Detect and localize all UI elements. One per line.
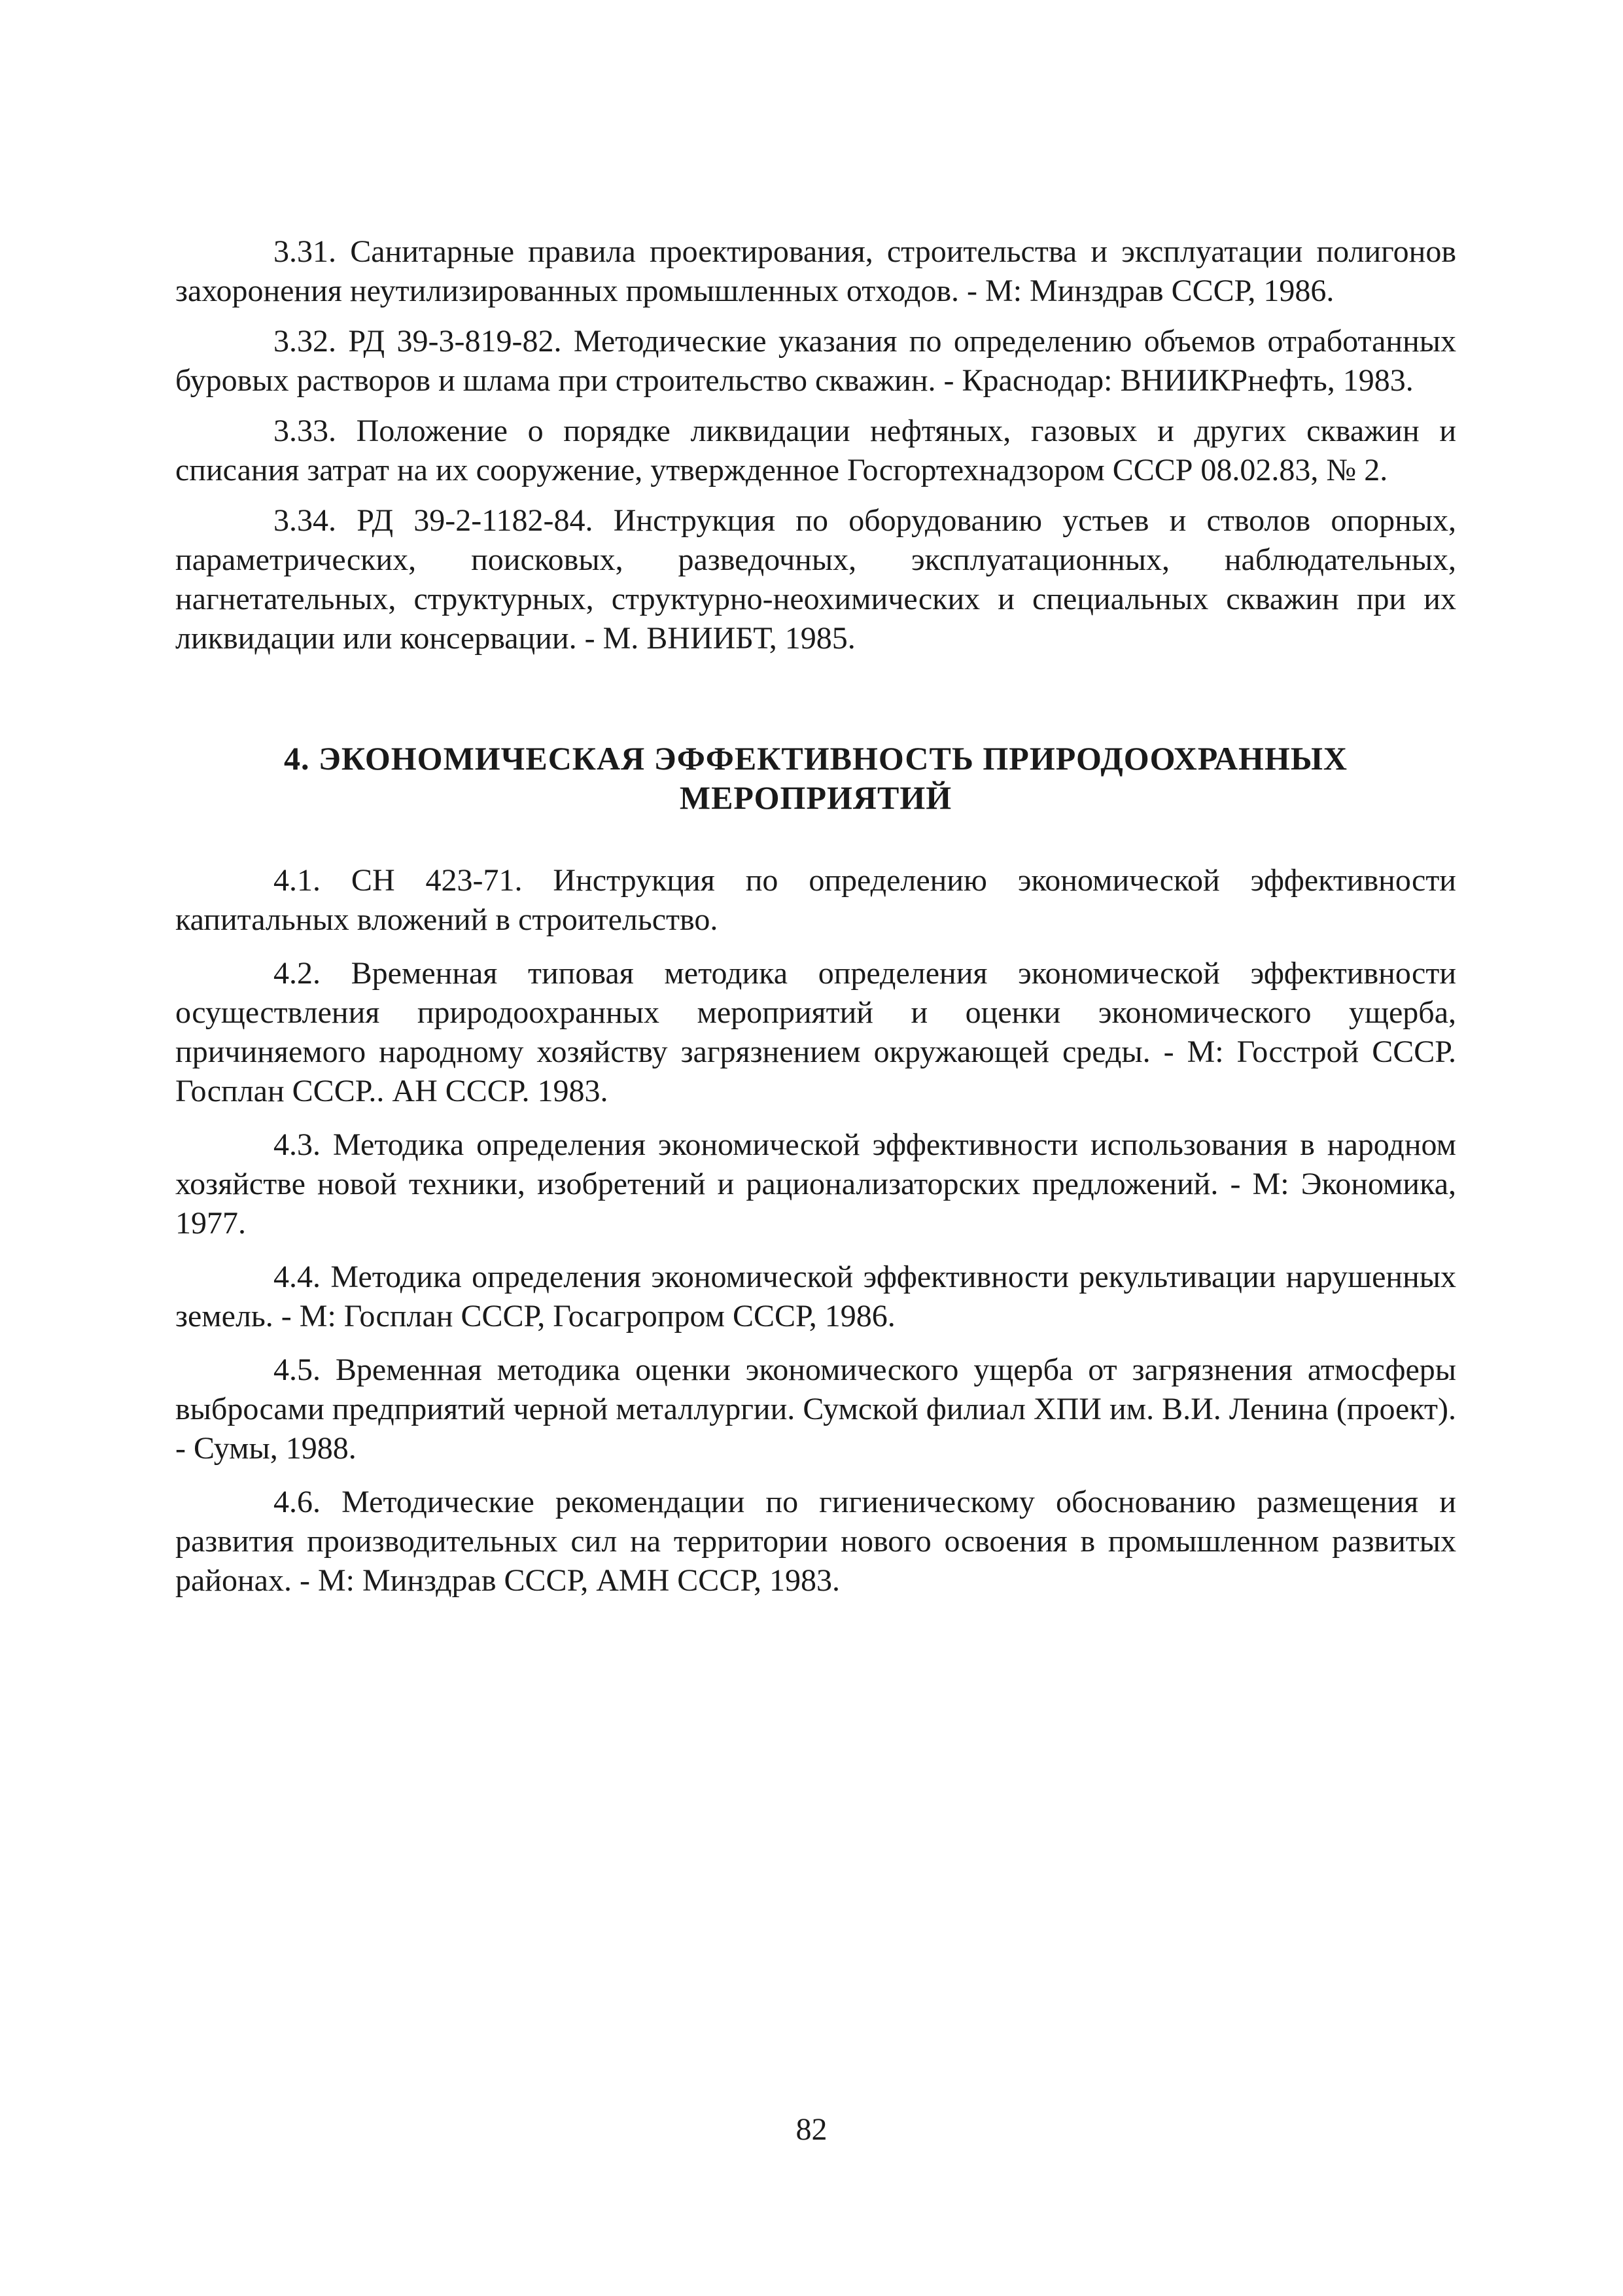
reference-4-2: 4.2. Временная типовая методика определения экономической эффективности осуществления природоохранных мероприятий и оценки экономического ущерба, причиняемого народному хозяйству загрязнением окружающей среды. - М: Госстрой СССР. Госплан СССР.. АН СССР. 1983. bbox=[175, 956, 1456, 1108]
reference-3-32: 3.32. РД 39-3-819-82. Методические указания по определению объемов отработанных буровых растворов и шлама при строительство скважин. - Краснодар: ВНИИКРнефть, 1983. bbox=[175, 324, 1456, 398]
reference-3-31: 3.31. Санитарные правила проектирования, строительства и эксплуатации полигонов захоронения неутилизированных промышленных отходов. - М: Минздрав СССР, 1986. bbox=[175, 234, 1456, 308]
reference-4-6: 4.6. Методические рекомендации по гигиеническому обоснованию размещения и развития производительных сил на территории нового освоения в промышленном развитых районах. - М: Минздрав СССР, АМН СССР, 1983. bbox=[175, 1485, 1456, 1598]
section-4-heading-line-1: 4. ЭКОНОМИЧЕСКАЯ ЭФФЕКТИВНОСТЬ ПРИРОДООХРАННЫХ bbox=[283, 740, 1348, 777]
section-4-heading-line-2: МЕРОПРИЯТИЙ bbox=[679, 779, 952, 816]
page-number: 82 bbox=[795, 2112, 828, 2147]
reference-4-5: 4.5. Временная методика оценки экономического ущерба от загрязнения атмосферы выбросами предприятий черной металлургии. Сумской филиал ХПИ им. В.И. Ленина (проект). - Сумы, 1988. bbox=[175, 1352, 1456, 1466]
reference-3-33: 3.33. Положение о порядке ликвидации нефтяных, газовых и других скважин и списания затрат на их сооружение, утвержденное Госгортехнадзором СССР 08.02.83, № 2. bbox=[175, 414, 1456, 487]
reference-4-3: 4.3. Методика определения экономической эффективности использования в народном хозяйстве новой техники, изобретений и рационализаторских предложений. - М: Экономика, 1977. bbox=[175, 1127, 1456, 1241]
reference-4-4: 4.4. Методика определения экономической эффективности рекультивации нарушенных земель. - М: Госплан СССР, Госагропром СССР, 1986. bbox=[175, 1260, 1456, 1333]
section-4-heading bbox=[175, 739, 1456, 817]
references-section-4 bbox=[175, 861, 1456, 1600]
reference-4-1: 4.1. СН 423-71. Инструкция по определению экономической эффективности капитальных вложений в строительство. bbox=[175, 863, 1456, 937]
page-content bbox=[175, 232, 1456, 1615]
reference-3-34: 3.34. РД 39-2-1182-84. Инструкция по оборудованию устьев и стволов опорных, параметрических, поисковых, разведочных, эксплуатационных, наблюдательных, нагнетательных, структурных, структурно-неохимических и специальных скважин при их ликвидации или консервации. - М. ВНИИБТ, 1985. bbox=[175, 503, 1456, 656]
references-section-3 bbox=[175, 232, 1456, 658]
